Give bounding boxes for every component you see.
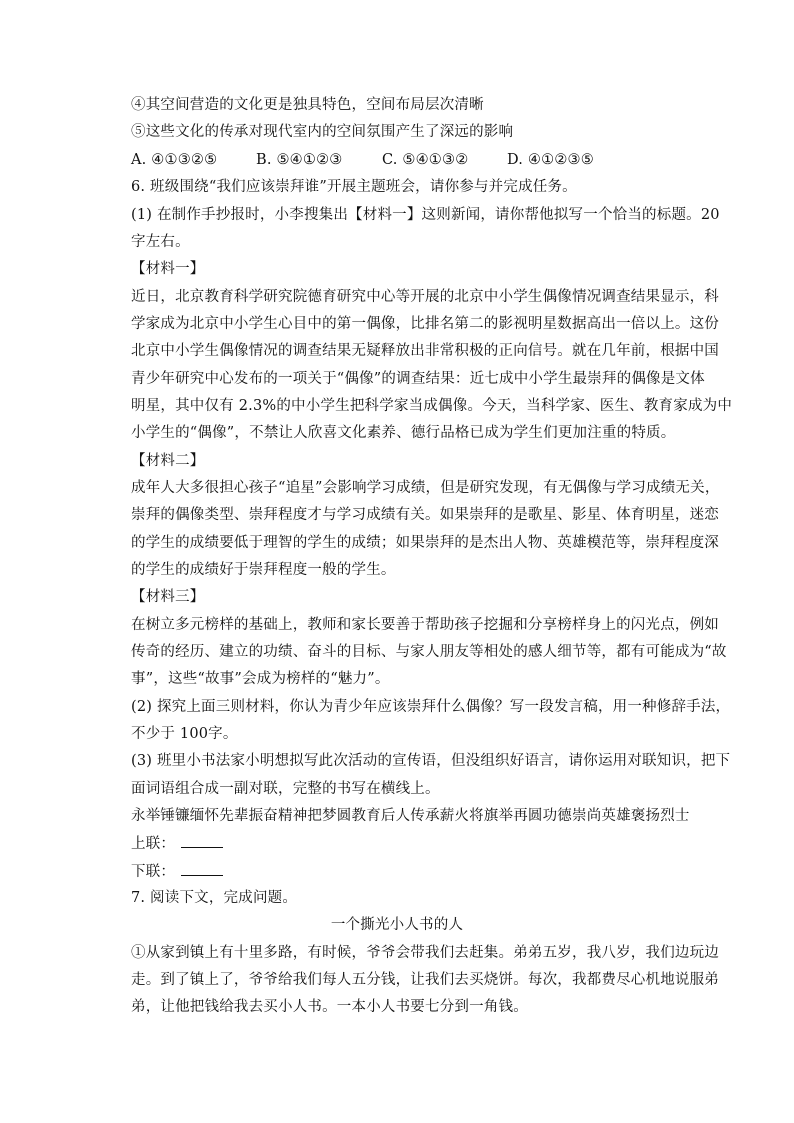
- material-2-line: 的学生的成绩好于崇拜程度一般的学生。: [131, 562, 396, 578]
- material-3-line: 事”，这些“故事”会成为榜样的“魅力”。: [131, 671, 390, 687]
- choice-b: B. ⑤④①②③: [256, 152, 343, 168]
- material-2-label: 【材料二】: [131, 453, 205, 469]
- question-6-part-2: (2) 探究上面三则材料，你认为青少年应该崇拜什么偶像？写一段发言稿，用一种修辞手法，: [131, 699, 731, 715]
- article-title: 一个撕光小人书的人: [330, 917, 464, 933]
- material-3-label: 【材料三】: [131, 589, 205, 605]
- material-3-line: 传奇的经历、建立的功绩、奋斗的目标、与家人朋友等相处的感人细节等，都有可能成为“故: [131, 644, 727, 660]
- couplet-word-bank: 永举锤镰缅怀先辈振奋精神把梦圆教育后人传承薪火将旗举再圆功德崇尚英雄褒扬烈士: [131, 808, 690, 824]
- material-1-line: 明星，其中仅有 2.3%的中小学生把科学家当成偶像。今天，当科学家、医生、教育家成为中: [131, 398, 733, 414]
- material-1-line: 青少年研究中心发布的一项关于“偶像”的调查结果：近七成中小学生最崇拜的偶像是文体: [131, 371, 705, 387]
- upper-couplet-blank: [181, 833, 223, 848]
- question-6-heading: 6. 班级围绕“我们应该崇拜谁”开展主题班会，请你参与并完成任务。: [131, 179, 577, 195]
- question-7-heading: 7. 阅读下文，完成问题。: [131, 890, 298, 906]
- material-1-line: 小学生的“偶像”，不禁让人欣喜文化素养、德行品格已成为学生们更加注重的特质。: [131, 425, 676, 441]
- question-6-part-2-cont: 不少于 100字。: [131, 726, 238, 742]
- lower-couplet-label: 下联：: [131, 864, 176, 880]
- option-item-5: ⑤这些文化的传承对现代室内的空间氛围产生了深远的影响: [131, 124, 514, 140]
- article-paragraph-line: 弟，让他把钱给我去买小人书。一本小人书要七分到一角钱。: [131, 999, 528, 1015]
- material-1-label: 【材料一】: [131, 261, 205, 277]
- lower-couplet-blank: [181, 861, 223, 876]
- question-6-part-3-cont: 面词语组合成一副对联，完整的书写在横线上。: [131, 781, 440, 797]
- question-6-part-1-cont: 字左右。: [131, 234, 190, 250]
- material-3-line: 在树立多元榜样的基础上，教师和家长要善于帮助孩子挖掘和分享榜样身上的闪光点，例如: [131, 617, 719, 633]
- material-2-line: 的学生的成绩要低于理智的学生的成绩；如果崇拜的是杰出人物、英雄模范等，崇拜程度深: [131, 535, 719, 551]
- choice-a: A. ④①③②⑤: [131, 152, 218, 168]
- material-1-line: 北京中小学生偶像情况的调查结果无疑释放出非常积极的正向信号。就在几年前，根据中国: [131, 343, 719, 359]
- option-item-4: ④其空间营造的文化更是独具特色，空间布局层次清晰: [131, 97, 484, 113]
- material-1-line: 近日，北京教育科学研究院德育研究中心等开展的北京中小学生偶像情况调查结果显示，科: [131, 289, 719, 305]
- choice-c: C. ⑤④①③②: [382, 152, 469, 168]
- answer-choices: [131, 150, 594, 170]
- material-2-line: 成年人大多很担心孩子“追星”会影响学习成绩，但是研究发现，有无偶像与学习成绩无关，: [131, 480, 720, 496]
- question-6-part-1: (1) 在制作手抄报时，小李搜集出【材料一】这则新闻，请你帮他拟写一个恰当的标题。20: [131, 207, 720, 223]
- article-paragraph-line: ①从家到镇上有十里多路，有时候，爷爷会带我们去赶集。弟弟五岁，我八岁，我们边玩边: [131, 945, 719, 961]
- material-2-line: 崇拜的偶像类型、崇拜程度才与学习成绩有关。如果崇拜的是歌星、影星、体育明星，迷恋: [131, 507, 719, 523]
- lower-couplet-row: [131, 861, 223, 882]
- choice-d: D. ④①②③⑤: [507, 152, 594, 168]
- material-1-line: 学家成为北京中小学生心目中的第一偶像，比排名第二的影视明星数据高出一倍以上。这份: [131, 316, 719, 332]
- article-paragraph-line: 走。到了镇上了，爷爷给我们每人五分钱，让我们去买烧饼。每次，我都费尽心机地说服弟: [131, 972, 719, 988]
- upper-couplet-row: [131, 833, 223, 854]
- upper-couplet-label: 上联：: [131, 836, 176, 852]
- question-6-part-3: (3) 班里小书法家小明想拟写此次活动的宣传语，但没组织好语言，请你运用对联知识，把下: [131, 753, 731, 769]
